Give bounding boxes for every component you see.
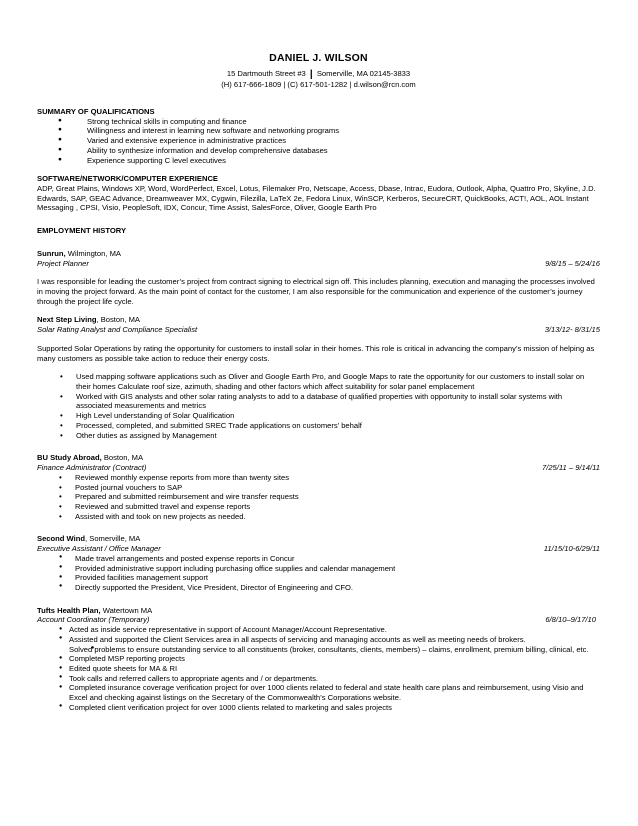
job-role: Executive Assistant / Office Manager [37,544,161,554]
list-item: • Used mapping software applications such as Oliver and Google Earth Pro, and Google Maps to rate the opportunity for our customers to install solar on their homes Calculate roof size, azimuth, shading and other factors which affect suitability for solar panel emplacement [37,372,600,391]
list-item: ● Edited quote sheets for MA & RI [37,664,600,674]
job-dates: 9/8/15 – 5/24/16 [545,258,600,268]
list-item: ● Assisted and supported the Client Services area in all aspects of servicing and managing accounts as well as meeting needs of brokers. [37,635,600,645]
job-dates: 6/8/10–9/17/10 [545,615,596,625]
job-duties [37,625,600,712]
list-item: • High Level understanding of Solar Qualification [37,411,600,421]
software-heading: SOFTWARE/NETWORK/COMPUTER EXPERIENCE [37,174,218,184]
list-item: ● Willingness and interest in learning new software and networking programs [37,126,600,136]
home-phone: (H) 617-666-1809 [221,79,282,89]
employment-heading: EMPLOYMENT HISTORY [37,226,127,236]
job-location: , Somerville, MA [85,534,141,544]
list-item: ● Completed client verification project for over 1000 clients related to marketing and sales projects [37,703,600,713]
list-item: ● Provided facilities management support [37,573,600,583]
candidate-name: DANIEL J. WILSON [269,52,368,64]
city-address: Somerville, MA 02145-3833 [316,69,411,79]
list-item: ● Varied and extensive experience in administrative practices [37,136,600,146]
list-item: • Processed, completed, and submitted SREC Trade applications on customers’ behalf [37,421,600,431]
job-duties [37,473,600,522]
list-item: ● Ability to synthesize information and develop comprehensive databases [37,146,600,156]
job-company: Next Step Living, Boston, MA [37,315,140,325]
job-company: Tufts Health Plan, Watertown MA [37,605,153,615]
separator: | [349,79,352,89]
list-item: ● Solved problems to ensure outstanding service to all constituents (broker, consultants, clients, members) – claims, enrollment, premium billing, clinical, etc. [37,645,600,655]
job-location: , Boston, MA [96,315,140,325]
list-item: ● Completed insurance coverage verification project for over 1000 clients related to federal and state health care plans and reimbursement, using Visio and Excel and checking against listings on the Secretary of the Commonwealth’s Corporations website. [37,683,600,702]
list-item: ● Provided administrative support including purchasing office supplies and calendar management [37,564,600,574]
job-role: Solar Rating Analyst and Compliance Specialist [37,325,198,335]
contact-address [37,69,600,79]
list-item: • Worked with GIS analysts and other solar rating analysts to add to a database of qualified properties with opportunity to install solar systems with associated measurements and metrics [37,392,600,411]
job-duties [37,372,600,440]
list-item: ● Made travel arrangements and posted expense reports in Concur [37,554,600,564]
list-item: ● Completed MSP reporting projects [37,654,600,664]
job-dates: 11/15/10-6/29/11 [543,544,600,554]
list-item: • Prepared and submitted reimbursement and wire transfer requests [37,492,600,502]
email-address: d.wilson@rcn.com [353,79,416,89]
software-list: ADP, Great Plains, Windows XP, Word, WordPerfect, Excel, Lotus, Filemaker Pro, Netscape, Access, Dbase, Intrac, Eudora, Outlook, Alpha, Quattro Pro, Skyline, J.D. Edwards, SAP, GEAC Advance, Dreamweaver MX, Cygwin, Filezilla, LaTeX 2e, Fedora Linux, WinSCP, Kerberos, SecureCRT, QuickBooks, ACT!, AOL, AOL Instant Messaging , CPSI, Visio, PeopleSoft, IDX, Concur, Time Assist, SalesForce, Oliver, Google Earth Pro [37,183,596,213]
job-duties [37,554,600,593]
job-location: Boston, MA [101,453,144,463]
job-role-row [37,463,600,473]
job-role-row [37,615,600,625]
separator: | [283,79,286,89]
job-role-row [37,259,600,269]
list-item: ● Experience supporting C level executives [37,156,600,166]
list-item: • Posted journal vouchers to SAP [37,483,600,493]
street-address: 15 Dartmouth Street #3 [226,69,306,79]
job-description: Supported Solar Operations by rating the opportunity for customers to install solar in their homes. This role is critical in advancing the company’s mission of helping as many customers as possible take action to reduce their energy costs. [37,343,595,363]
job-role: Finance Administrator (Contract) [37,463,147,473]
job-role: Account Coordinator (Temporary) [37,615,150,625]
resume-page [37,52,600,713]
job-description: I was responsible for leading the customer’s project from contract signing to electrical sign off. This includes planning, execution and managing the processes involved in moving the project forward. As the main point of contact for the customer, I am also responsible for the communication and experience of the customer’s journey through the project life cycle. [37,277,595,306]
job-company: Sunrun, Wilmington, MA [37,248,121,258]
job-dates: 7/25/11 – 9/14/11 [542,463,600,473]
list-item: ● Acted as inside service representative in support of Account Manager/Account Representative. [37,625,600,635]
list-item: • Reviewed and submitted travel and expense reports [37,502,600,512]
job-location: Watertown MA [100,605,153,615]
list-item: • Other duties as assigned by Management [37,431,600,441]
list-item: • Assisted with and took on new projects as needed. [37,512,600,522]
job-location: Wilmington, MA [65,248,121,258]
job-dates: 3/13/12- 8/31/15 [544,325,600,335]
job-role: Project Planner [37,258,89,268]
job-company: BU Study Abroad, Boston, MA [37,453,144,463]
list-item: ● Directly supported the President, Vice President, Director of Engineering and CFO. [37,583,600,593]
separator: | [309,69,313,81]
job-role-row [37,325,600,335]
list-item: ● Strong technical skills in computing and finance [37,117,600,127]
summary-heading: SUMMARY OF QUALIFICATIONS [37,106,155,116]
list-item: • Reviewed monthly expense reports from more than twenty sites [37,473,600,483]
summary-list [37,117,600,166]
job-company: Second Wind, Somerville, MA [37,534,141,544]
list-item: ● Took calls and referred callers to appropriate agents and / or departments. [37,674,600,684]
job-role-row [37,544,600,554]
cell-phone: (C) 617-501-1282 [287,79,348,89]
contact-phones [37,80,600,90]
